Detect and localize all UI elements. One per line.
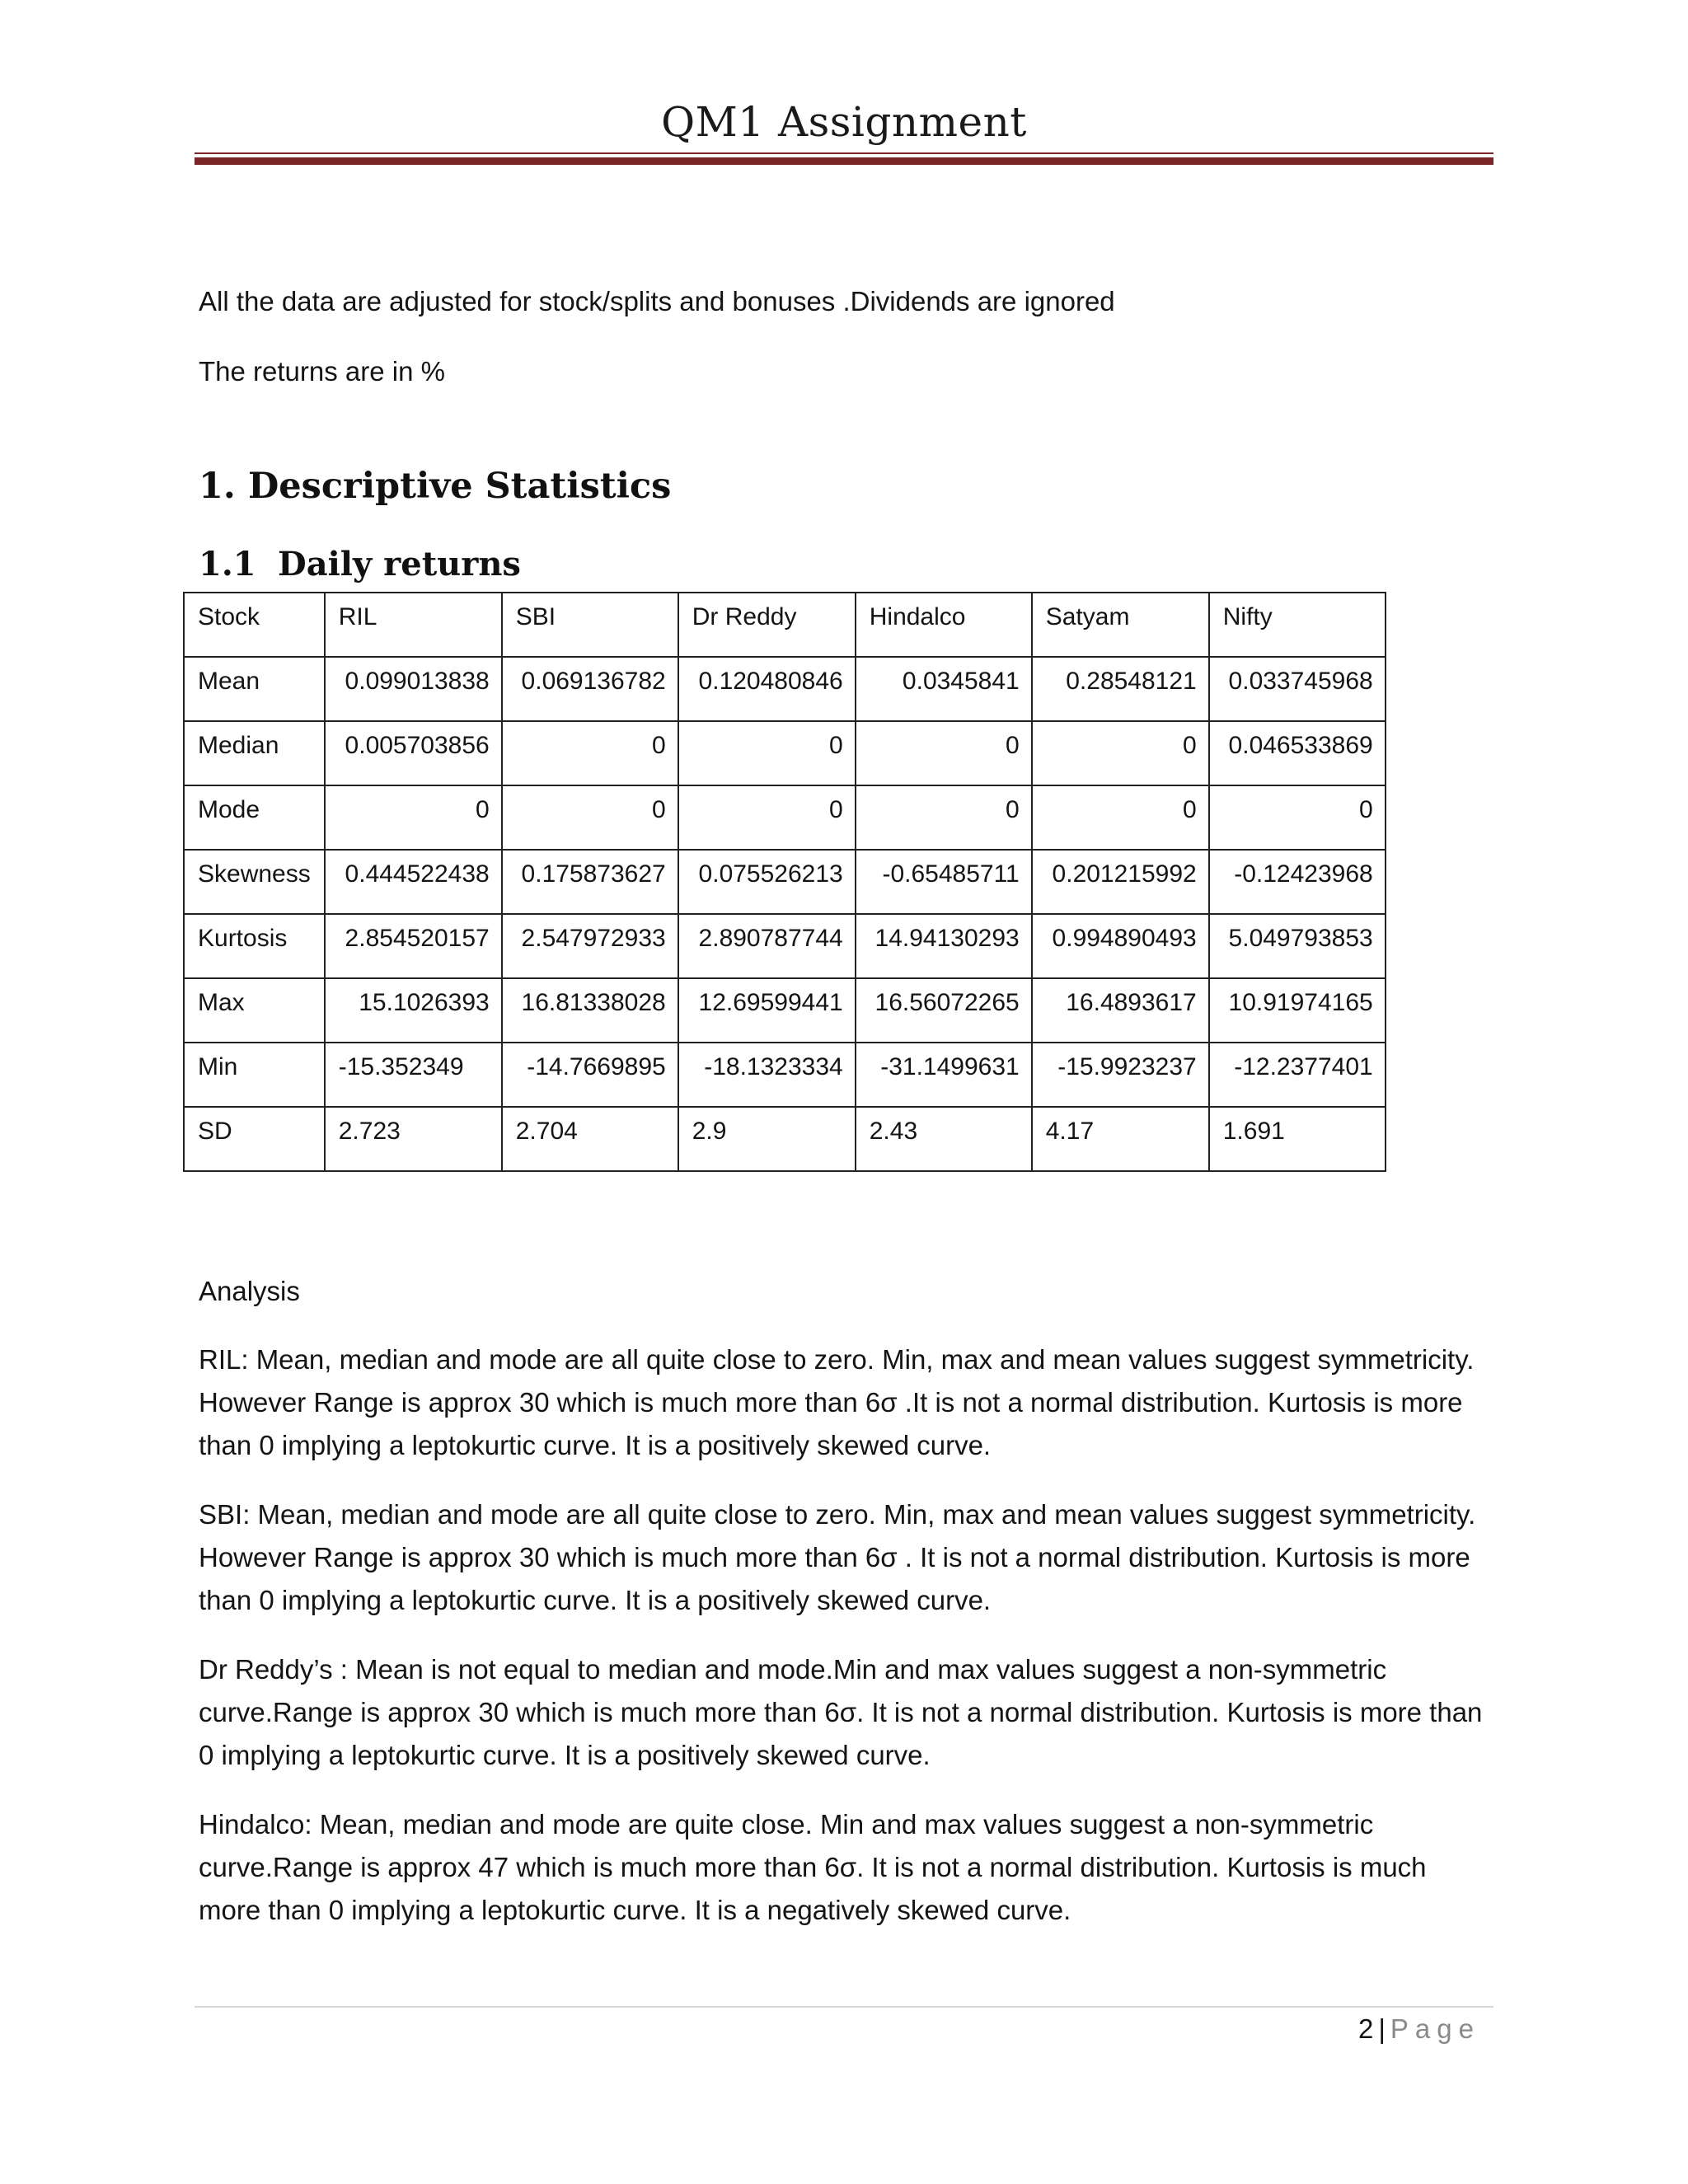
page-label: Page <box>1390 2013 1480 2044</box>
section-heading <box>199 462 671 511</box>
table-cell: 4.17 <box>1032 1107 1209 1171</box>
row-label: Skewness <box>184 850 325 914</box>
table-cell: -14.7669895 <box>502 1043 678 1107</box>
table-row <box>184 657 1386 721</box>
header-cell: Dr Reddy <box>678 593 856 657</box>
header-cell: Satyam <box>1032 593 1209 657</box>
table-cell: 0 <box>856 721 1032 785</box>
subsection-title: Daily returns <box>278 545 521 583</box>
header-cell: Stock <box>184 593 325 657</box>
table-cell: 14.94130293 <box>856 914 1032 978</box>
table-cell: 0 <box>678 721 856 785</box>
table-header-row <box>184 593 1386 657</box>
table-cell: 0.069136782 <box>502 657 678 721</box>
daily-returns-table <box>183 592 1386 1172</box>
intro-line-returns: The returns are in % <box>199 356 445 387</box>
analysis-heading: Analysis <box>199 1276 300 1306</box>
table-cell: 2.854520157 <box>325 914 502 978</box>
table-cell: 0 <box>856 785 1032 850</box>
table-cell: 0.005703856 <box>325 721 502 785</box>
table-cell: 0 <box>1209 785 1386 850</box>
intro-line-adjusted: All the data are adjusted for stock/splits and bonuses .Dividends are ignored <box>199 286 1115 316</box>
table-cell: 2.547972933 <box>502 914 678 978</box>
table-cell: 2.704 <box>502 1107 678 1171</box>
table-cell: 2.890787744 <box>678 914 856 978</box>
analysis-paragraph-sbi: SBI: Mean, median and mode are all quite close to zero. Min, max and mean values suggest symmetricity. However Range is approx 30 which is much more than 6σ . It is not a normal distribution. Kurtosis is more than 0 implying a leptokurtic curve. It is a positively skewed curve. <box>199 1499 1476 1615</box>
table-cell: 16.81338028 <box>502 978 678 1043</box>
table-cell: 0.0345841 <box>856 657 1032 721</box>
table-cell: 0.994890493 <box>1032 914 1209 978</box>
table-cell: 0.033745968 <box>1209 657 1386 721</box>
header-cell: Hindalco <box>856 593 1032 657</box>
table-row <box>184 1107 1386 1171</box>
header-cell: RIL <box>325 593 502 657</box>
table-cell: 2.723 <box>325 1107 502 1171</box>
table-cell: -15.9923237 <box>1032 1043 1209 1107</box>
table-row <box>184 978 1386 1043</box>
table-cell: -0.65485711 <box>856 850 1032 914</box>
table-cell: 0.099013838 <box>325 657 502 721</box>
header-cell: SBI <box>502 593 678 657</box>
table-cell: 0.175873627 <box>502 850 678 914</box>
table-cell: 0 <box>502 785 678 850</box>
table-cell: 0.075526213 <box>678 850 856 914</box>
subsection-heading <box>199 541 521 588</box>
table-cell: 1.691 <box>1209 1107 1386 1171</box>
table-cell: 16.56072265 <box>856 978 1032 1043</box>
row-label: Kurtosis <box>184 914 325 978</box>
table-cell: 0 <box>678 785 856 850</box>
table-row <box>184 914 1386 978</box>
table-cell: -0.12423968 <box>1209 850 1386 914</box>
section-title: Descriptive Statistics <box>248 466 672 507</box>
table-cell: 0.444522438 <box>325 850 502 914</box>
page-number: 2 <box>1357 2013 1374 2044</box>
table-cell: 5.049793853 <box>1209 914 1386 978</box>
row-label: Mode <box>184 785 325 850</box>
table-cell: -12.2377401 <box>1209 1043 1386 1107</box>
table-cell: 0 <box>325 785 502 850</box>
document-title: QM1 Assignment <box>661 98 1027 146</box>
analysis-paragraph-ril: RIL: Mean, median and mode are all quite close to zero. Min, max and mean values suggest symmetricity. However Range is approx 30 which is much more than 6σ .It is not a normal distribution. Kurtosis is more than 0 implying a leptokurtic curve. It is a positively skewed curve. <box>199 1344 1475 1460</box>
table-cell: 15.1026393 <box>325 978 502 1043</box>
table-row <box>184 1043 1386 1107</box>
row-label: Median <box>184 721 325 785</box>
header-rule-thin <box>195 152 1493 154</box>
table-cell: 12.69599441 <box>678 978 856 1043</box>
table-cell: 2.9 <box>678 1107 856 1171</box>
row-label: Max <box>184 978 325 1043</box>
header-cell: Nifty <box>1209 593 1386 657</box>
table-cell: 0 <box>502 721 678 785</box>
row-label: Min <box>184 1043 325 1107</box>
footer-rule <box>195 2006 1493 2008</box>
table-row <box>184 721 1386 785</box>
table-row <box>184 785 1386 850</box>
subsection-number: 1.1 <box>199 545 256 583</box>
table-cell: -15.352349 <box>325 1043 502 1107</box>
table-cell: 0 <box>1032 721 1209 785</box>
analysis-paragraph-dr-reddy: Dr Reddy’s : Mean is not equal to median and mode.Min and max values suggest a non-symmetric curve.Range is approx 30 which is much more than 6σ. It is not a normal distribution. Kurtosis is more than 0 implying a leptokurtic curve. It is a positively skewed curve. <box>199 1654 1483 1770</box>
table-cell: -18.1323334 <box>678 1043 856 1107</box>
table-cell: 0.28548121 <box>1032 657 1209 721</box>
table-cell: 2.43 <box>856 1107 1032 1171</box>
table-cell: 0.046533869 <box>1209 721 1386 785</box>
table-cell: 10.91974165 <box>1209 978 1386 1043</box>
table-cell: 16.4893617 <box>1032 978 1209 1043</box>
table-cell: -31.1499631 <box>856 1043 1032 1107</box>
row-label: SD <box>184 1107 325 1171</box>
header-rule-thick <box>195 157 1493 165</box>
table-cell: 0 <box>1032 785 1209 850</box>
analysis-paragraph-hindalco: Hindalco: Mean, median and mode are quite close. Min and max values suggest a non-symmetric curve.Range is approx 47 which is much more than 6σ. It is not a normal distribution. Kurtosis is much more than 0 implying a leptokurtic curve. It is a negatively skewed curve. <box>199 1809 1427 1925</box>
page-separator: | <box>1378 2013 1386 2044</box>
table-cell: 0.120480846 <box>678 657 856 721</box>
table-cell: 0.201215992 <box>1032 850 1209 914</box>
page-footer <box>1358 2011 1480 2047</box>
table-row <box>184 850 1386 914</box>
section-number: 1. <box>199 466 236 507</box>
row-label: Mean <box>184 657 325 721</box>
